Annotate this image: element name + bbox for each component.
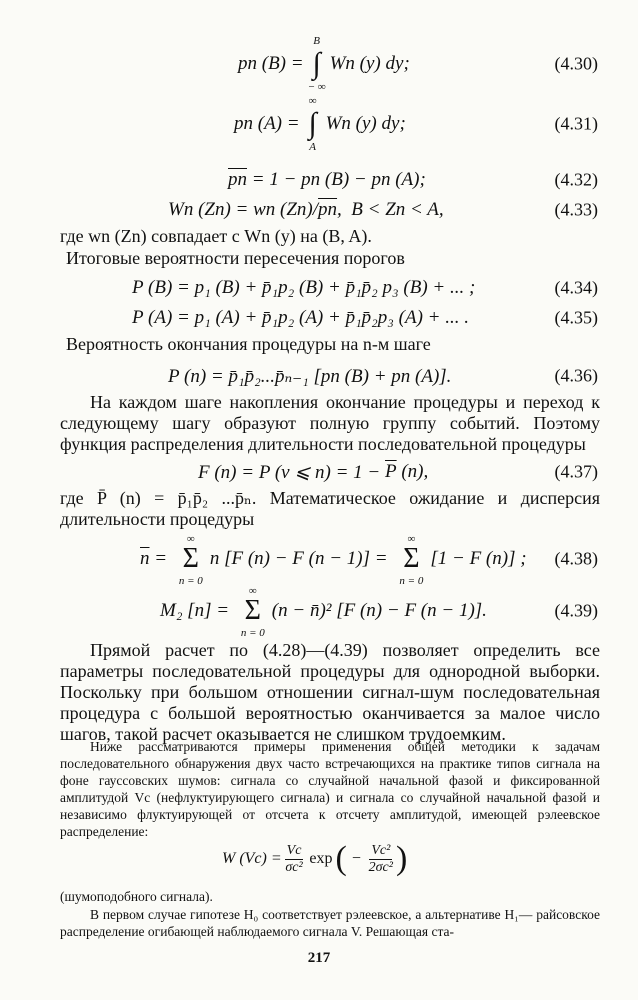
small-paragraph: В первом случае гипотезе H₀ соответствует рэлеевское, а альтернативе H₁— райсовское распределение огибающей наблюдаемого сигнала V. Решающая ста- — [60, 907, 600, 939]
equation-number: (4.34) — [554, 277, 598, 298]
open-paren: ( — [335, 840, 347, 877]
eq-lhs: pn (A) = — [234, 113, 300, 134]
equation-number: (4.33) — [554, 199, 598, 220]
equation-4-37 — [0, 452, 638, 492]
eq-rest: = 1 − pn (B) − pn (A); — [247, 169, 426, 190]
equation-4-31 — [0, 95, 638, 153]
eq-body: P (n) = p̄₁p̄₂...p̄ₙ₋₁ [pn (B) + pn (A)]. — [168, 365, 452, 387]
text-line: где wn (Zn) совпадает с Wn (y) на (B, A). — [60, 226, 372, 246]
summation-sign: ∞ Σ n = 0 — [240, 597, 266, 625]
eq-part: Wn (Zn) = wn (Zn)/ — [168, 199, 319, 220]
page-number: 217 — [307, 950, 331, 966]
equation-number: (4.37) — [554, 461, 598, 482]
equation-number: (4.30) — [554, 53, 598, 74]
sum-upper: ∞ — [248, 585, 257, 597]
summation-sign: ∞ Σ n = 0 — [178, 545, 204, 573]
eq-part: = — [149, 548, 172, 569]
eq-part: [1 − F (n)] ; — [430, 548, 527, 569]
eq-overlined: $\overline{n}$ — [140, 548, 150, 569]
equation-number: (4.32) — [554, 169, 598, 190]
exp-label: exp — [309, 850, 333, 867]
eq-part: F (n) = P (ν ⩽ n) = 1 − — [198, 461, 385, 483]
equation-4-39 — [0, 585, 638, 639]
equation-number: (4.35) — [554, 307, 598, 328]
integral-upper: B — [313, 35, 320, 47]
fraction — [285, 843, 304, 876]
equation-rayleigh — [0, 836, 638, 882]
eq-part: , B < Zn < A, — [337, 199, 444, 220]
fraction-numerator: Vc² — [371, 842, 391, 858]
paragraph: Прямой расчет по (4.28)—(4.39) позволяет определить все параметры последовательной процедуры для однородной выборки. Поскольку при большом отношении сигнал-шум последовательная процедура с большой вероятностью оканчивается за малое число шагов, такой расчет оказывается не слишком трудоемким. — [60, 640, 600, 744]
equation-number: (4.38) — [554, 548, 598, 569]
integral-upper: ∞ — [308, 95, 317, 107]
eq-overlined: $\overline{pn}$ — [228, 169, 247, 190]
eq-lhs: pn (B) = — [238, 53, 304, 74]
integral-lower: A — [309, 141, 316, 153]
equation-4-30 — [0, 35, 638, 93]
eq-overlined: $\overline{P}$ — [385, 461, 397, 482]
eq-lhs: W (Vc) = — [222, 850, 282, 867]
small-paragraph: Ниже рассматриваются примеры применения общей методики к задачам последовательного обнаружения двух часто встречающихся на практике типов сигнала на фоне гауссовских шумов: сигнала со случайной начальной фазой и фиксированной амплитудой Vc (нефлуктуирующего сигнала) и сигнала со случайной начальной фазой и независимо флуктуирующей от отсчета к отсчету амплитудой, имеющей рэлеевское распределение: — [60, 739, 600, 839]
fraction-denominator: 2σc² — [368, 859, 393, 875]
eq-rhs: Wn (y) dy; — [329, 53, 410, 74]
minus-sign: − — [350, 850, 362, 867]
eq-rhs: Wn (y) dy; — [325, 113, 406, 134]
sum-lower: n = 0 — [240, 627, 265, 639]
sum-lower: n = 0 — [178, 575, 203, 587]
fraction-denominator: σc² — [285, 859, 303, 875]
eq-part: (n), — [396, 461, 429, 482]
integral-sign: B ∫ − ∞ — [308, 49, 326, 79]
fraction-numerator: Vc — [286, 842, 302, 858]
eq-part: M₂ [n] = — [160, 600, 234, 621]
sum-upper: ∞ — [407, 533, 416, 545]
eq-part: n [F (n) − F (n − 1)] = — [209, 548, 393, 569]
equation-4-36 — [0, 356, 638, 396]
eq-body: P (A) = p₁ (A) + p̄₁p₂ (A) + p̄₁p̄₂p₃ (A) + ... . — [132, 307, 469, 328]
text-line: Вероятность окончания процедуры на n-м шаге — [66, 334, 431, 354]
equation-4-35 — [0, 298, 638, 338]
paragraph: где P̄ (n) = p̄₁p̄₂ ...p̄ₙ. Математическое ожидание и дисперсия длительности процедуры — [60, 488, 600, 529]
summation-sign: ∞ Σ n = 0 — [398, 545, 424, 573]
eq-part: (n − n̄)² [F (n) − F (n − 1)]. — [271, 600, 487, 621]
equation-number: (4.36) — [554, 365, 598, 386]
paragraph: На каждом шаге накопления окончание процедуры и переход к следующему шагу образуют полную группу событий. Поэтому функция распределения длительности последовательной процедуры — [60, 392, 600, 454]
integral-sign: ∞ ∫ A — [304, 109, 322, 139]
equation-number: (4.39) — [554, 600, 598, 621]
equation-4-38 — [0, 533, 638, 587]
text-line: Итоговые вероятности пересечения порогов — [66, 248, 405, 268]
fraction — [369, 843, 393, 876]
equation-4-33 — [0, 190, 638, 230]
eq-overlined: $\overline{pn}$ — [318, 199, 338, 220]
sum-upper: ∞ — [186, 533, 195, 545]
sum-lower: n = 0 — [399, 575, 424, 587]
integral-lower: − ∞ — [307, 81, 326, 93]
equation-number: (4.31) — [554, 113, 598, 134]
close-paren: ) — [395, 840, 408, 877]
eq-body: P (B) = p₁ (B) + p̄₁p₂ (B) + p̄₁p̄₂ p₃ (B) + ... ; — [132, 277, 476, 298]
small-line: (шумоподобного сигнала). — [60, 889, 213, 904]
